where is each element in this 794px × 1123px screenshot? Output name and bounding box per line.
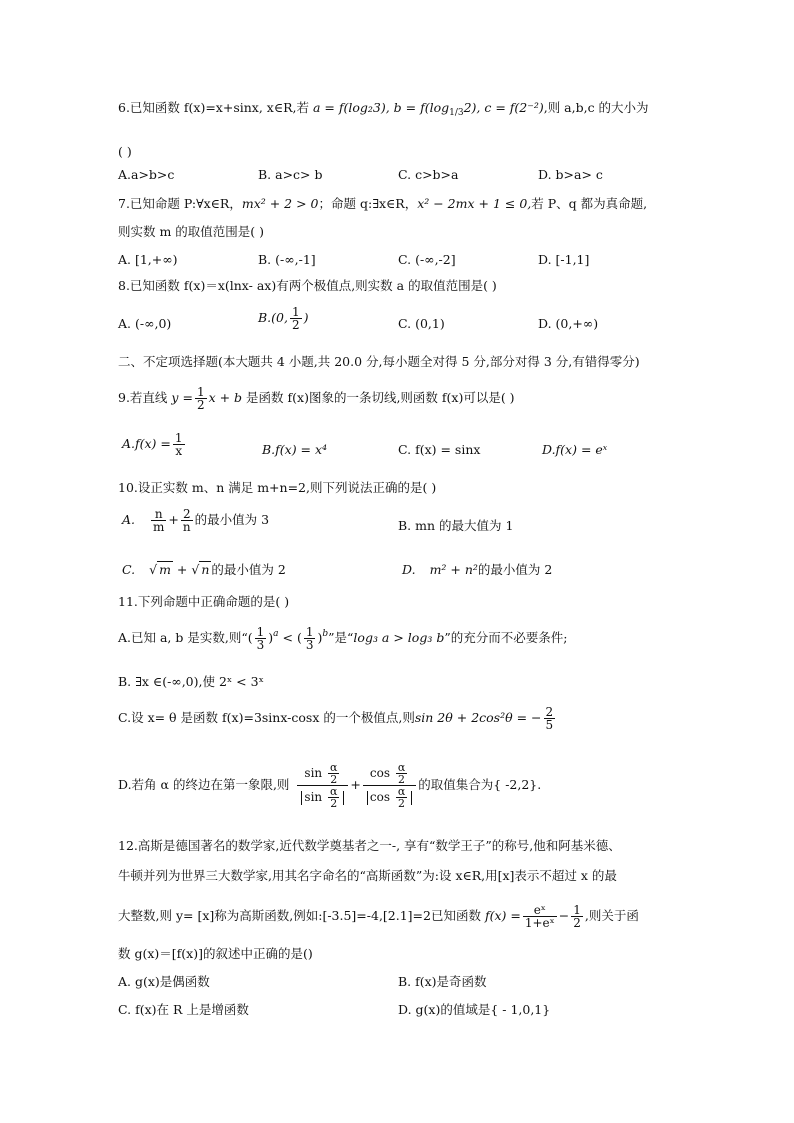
q11-alpha-half-4 <box>396 786 407 809</box>
q11-stem: 11.下列命题中正确命题的是( ) <box>118 594 290 609</box>
q8-option-d: D. (0,+∞) <box>538 316 599 331</box>
q12-fx: f(x) = <box>484 908 521 923</box>
q11-option-c-num: 2 <box>545 705 554 719</box>
q9-post: 是函数 f(x)图象的一条切线,则函数 f(x)可以是( ) <box>246 390 515 405</box>
q7-premise-q: ；命题 q:∃x∈R， <box>318 196 418 211</box>
q10-option-a-tail: 的最小值为 3 <box>194 512 270 527</box>
q8-option-b-den: 2 <box>291 318 300 332</box>
q11-alpha-1: α <box>329 761 338 774</box>
q7-expr-q: x² − 2mx + 1 ≤ 0, <box>417 196 532 211</box>
q8-option-b-num: 1 <box>291 305 300 319</box>
q12-option-b: B. f(x)是奇函数 <box>398 974 487 989</box>
q9-option-c: C. f(x) = sinx <box>398 442 481 457</box>
q9-option-a-den: x <box>175 444 183 458</box>
q11-option-a-pre: A.已知 a, b 是实数,则“ <box>118 630 248 645</box>
q10-option-d-tail: 的最小值为 2 <box>477 562 553 577</box>
q12-option-d: D. g(x)的值域是{ - 1,0,1} <box>398 1002 551 1017</box>
q11-option-a-mid: ”是“ <box>328 630 354 645</box>
q11-option-d <box>118 762 541 809</box>
q6-expr-a: a = f(log₂3), b = f(log <box>312 100 450 115</box>
q9-pre: 9.若直线 <box>118 390 168 405</box>
q8-option-c: C. (0,1) <box>398 316 445 331</box>
q12-n2: 1 <box>573 903 581 917</box>
q6-log-base: 1/3 <box>449 108 464 118</box>
q12-option-c: C. f(x)在 R 上是增函数 <box>118 1002 249 1017</box>
q6-expr-b: 2), c = f(2⁻²) <box>463 100 544 115</box>
q11-option-a-one: 1 <box>256 625 265 639</box>
q6-option-c: C. c>b>a <box>398 167 459 182</box>
q10-option-d-label: D. <box>402 562 416 577</box>
q6-tail: ,则 a,b,c 的大小为 <box>543 100 649 115</box>
q11-option-a-log: log₃ a > log₃ b <box>353 630 445 645</box>
q7-expr-p: mx² + 2 > 0 <box>241 196 319 211</box>
q6-option-b: B. a>c> b <box>258 167 323 182</box>
q10-option-a-plus: + <box>168 512 179 527</box>
q11-alpha-2: α <box>329 785 338 798</box>
q11-option-c-expr: sin 2θ + 2cos²θ = − <box>414 710 542 725</box>
q7-premise-p: 7.已知命题 P:∀x∈R， <box>118 196 242 211</box>
q12-line1: 12.高斯是德国著名的数学家,近代数学奠基者之一-, 享有“数学王子”的称号,他和阿基米德、 <box>118 838 621 853</box>
q10-option-c: C. √ m + √ n 的最小值为 2 <box>122 562 286 577</box>
q12-d2: 2 <box>573 916 581 930</box>
q6-option-a: A.a>b>c <box>118 167 175 182</box>
q9-stem <box>118 386 515 411</box>
q6-stem: 6.已知函数 f(x)=x+sinx, x∈R,若 <box>118 100 309 115</box>
q10-option-c-m: m <box>159 562 171 577</box>
q11-option-d-plus: + <box>350 777 361 792</box>
q7-option-c: C. (-∞,-2] <box>398 252 456 267</box>
q6-paren: ( ) <box>118 144 132 159</box>
q10-option-a <box>122 508 269 533</box>
q11-option-c <box>118 706 557 731</box>
q10-option-c-tail: 的最小值为 2 <box>211 562 286 577</box>
q10-option-a-d1: m <box>153 520 165 534</box>
q12-num: eˣ <box>523 904 557 917</box>
q11-option-b: B. ∃x ∈(-∞,0),使 2ˣ < 3ˣ <box>118 674 264 689</box>
q12-option-a: A. g(x)是偶函数 <box>118 974 210 989</box>
q10-option-c-n: n <box>201 562 210 577</box>
q11-sin-2: sin <box>304 790 323 804</box>
q11-option-d-frac1-num <box>297 762 348 786</box>
q9-option-a <box>122 432 187 457</box>
q11-option-a-three: 3 <box>256 638 265 652</box>
q6-option-d: D. b>a> c <box>538 167 603 182</box>
q12-line3-tail: ,则关于函 <box>584 908 639 923</box>
q11-alpha-half-1 <box>328 762 339 785</box>
q9-option-a-label: A.f(x) = <box>122 436 171 451</box>
q7-condition: 若 P、q 都为真命题, <box>531 196 648 211</box>
q10-option-a-n2: 2 <box>181 508 193 521</box>
q11-alpha-half-3 <box>396 762 407 785</box>
q11-option-a-three-2: 3 <box>305 638 314 652</box>
q11-option-a-frac2 <box>304 626 316 651</box>
q11-alpha-4: α <box>397 785 406 798</box>
q11-cos-2: cos <box>369 790 390 804</box>
q11-option-a-one-2: 1 <box>305 625 314 639</box>
q8-stem: 8.已知函数 f(x)＝x(lnx- ax)有两个极值点,则实数 a 的取值范围是( ) <box>118 278 497 293</box>
q11-option-c-den: 5 <box>545 718 554 732</box>
q12-line3-pre: 大整数,则 y= [x]称为高斯函数,例如:[-3.5]=-4,[2.1]=2已知函数 <box>118 908 481 923</box>
q10-option-d <box>402 560 552 580</box>
q9-option-d-text: D.f(x) = eˣ <box>542 442 608 457</box>
q11-option-a-frac1 <box>255 626 267 651</box>
q10-option-a-label: A. <box>122 512 136 527</box>
q9-den: 2 <box>196 398 205 412</box>
q11-two-2: 2 <box>330 797 338 810</box>
q11-option-a: A.已知 a, b 是实数,则“( $\frac{1}{3}$ )$^a$ < ( $\frac{1}{3}$ )$^b$”是“log₃ a > log₃ b”的充分而不必要条件; <box>118 625 568 652</box>
q11-option-d-frac2-num <box>363 762 416 786</box>
q11-alpha-half-2 <box>328 786 339 809</box>
q9-option-a-num: 1 <box>174 431 183 445</box>
q9-option-b-text: B.f(x) = x⁴ <box>262 442 328 457</box>
q10-option-a-n1: n <box>151 508 166 521</box>
q8-option-a: A. (-∞,0) <box>118 316 172 331</box>
q9-num: 1 <box>196 385 205 399</box>
q11-option-c-fraction <box>544 706 556 731</box>
q11-alpha-3: α <box>397 761 406 774</box>
q9-option-b <box>262 440 327 460</box>
q9-option-a-fraction <box>173 432 185 457</box>
q11-two-3: 2 <box>398 773 406 786</box>
q9-y-eq: y = <box>171 390 193 405</box>
q10-option-a-frac2 <box>181 508 193 533</box>
q11-option-a-tail: ”的充分而不必要条件; <box>444 630 568 645</box>
q12-den: 1+eˣ <box>524 916 555 930</box>
q11-option-d-pre: D.若角 α 的终边在第一象限,则 <box>118 777 290 792</box>
q7-option-d: D. [-1,1] <box>538 252 590 267</box>
q11-two-4: 2 <box>398 797 406 810</box>
q8-option-b-close: ) <box>303 310 309 325</box>
q9-xb: x + b <box>208 390 243 405</box>
q11-option-d-frac1-den <box>297 786 348 809</box>
q7-line1 <box>118 194 647 214</box>
q9-option-d <box>542 440 607 460</box>
q10-option-d-expr: m² + n² <box>429 562 478 577</box>
q12-minus: − <box>558 908 570 923</box>
q11-option-c-pre: C.设 x= θ 是函数 f(x)=3sinx-cosx 的一个极值点,则 <box>118 710 415 725</box>
q10-option-c-plus: + <box>176 562 188 577</box>
q7-line2: 则实数 m 的取值范围是( ) <box>118 224 265 239</box>
q11-cos-1: cos <box>369 766 390 780</box>
q11-two-1: 2 <box>330 773 338 786</box>
q12-fraction-1 <box>523 904 557 929</box>
q8-option-b-label: B.(0, <box>258 310 288 325</box>
q12-fraction-2 <box>571 904 583 929</box>
q11-option-d-tail: 的取值集合为{ -2,2}. <box>418 777 542 792</box>
q7-option-b: B. (-∞,-1] <box>258 252 316 267</box>
q11-option-d-frac2 <box>363 762 416 809</box>
q8-option-b-fraction <box>290 306 302 331</box>
q11-option-d-frac1 <box>297 762 348 809</box>
q12-line4: 数 g(x)＝[f(x)]的叙述中正确的是() <box>118 946 313 961</box>
q11-option-a-lt: < <box>282 630 293 645</box>
q12-line3 <box>118 904 639 929</box>
q10-option-c-label: C. <box>122 562 136 577</box>
q12-line2: 牛顿并列为世界三大数学家,用其名字命名的“高斯函数”为:设 x∈R,用[x]表示不超过 x 的最 <box>118 868 617 883</box>
q9-fraction <box>195 386 207 411</box>
q11-option-d-frac2-den <box>363 786 416 809</box>
q10-option-b: B. mn 的最大值为 1 <box>398 518 514 533</box>
section-2-header: 二、不定项选择题(本大题共 4 小题,共 20.0 分,每小题全对得 5 分,部分对得 3 分,有错得零分) <box>118 354 640 369</box>
q10-option-a-d2: n <box>182 520 191 534</box>
q10-option-a-frac1 <box>151 508 166 533</box>
q7-option-a: A. [1,+∞) <box>118 252 178 267</box>
q10-stem: 10.设正实数 m、n 满足 m+n=2,则下列说法正确的是( ) <box>118 480 437 495</box>
q6-stem-line <box>118 98 649 123</box>
q11-sin-1: sin <box>304 766 323 780</box>
q8-option-b <box>258 306 309 331</box>
